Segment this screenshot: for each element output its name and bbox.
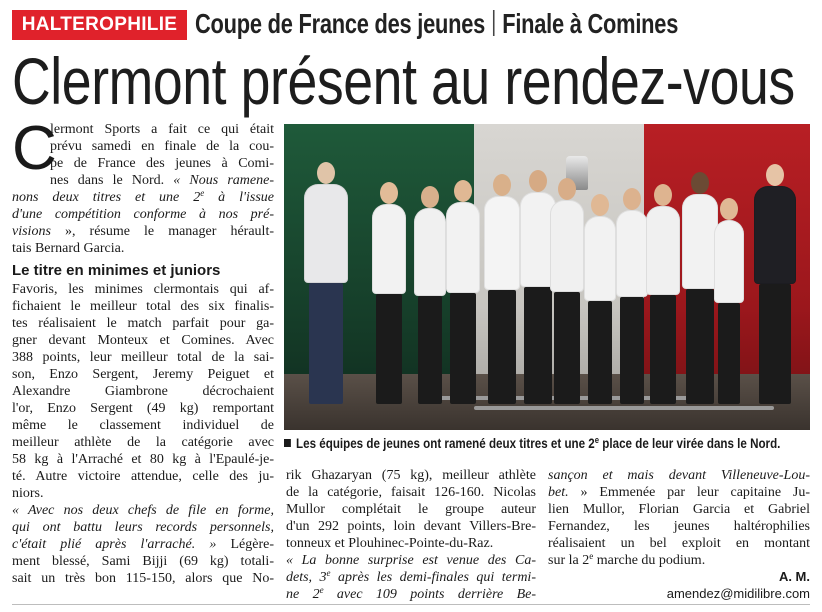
lead-line: pe de France des jeunes à Comi- [50,156,274,171]
article-column-3 [548,467,810,569]
body-line: té. Autre victoire attendue, celle des ju- [12,469,274,484]
athlete-head [623,188,641,210]
photo-caption [284,434,781,454]
body-line: lien Mullor, Florian Garcia et Gabriel [548,502,810,517]
athlete-torso [484,196,520,290]
supra-left: Coupe de France des jeunes [195,8,486,39]
body-line: Mullor complétait le groupe auteur [286,502,536,517]
superscript: e [326,568,331,578]
supra-right: Finale à Comines [502,8,679,39]
lead-line [12,223,274,240]
quote-line [12,502,274,519]
quote-line [286,569,536,586]
quote-text: avec 109 points derrière Be- [323,587,537,602]
athlete-legs [620,297,644,404]
team-photo [284,124,810,430]
body-text: marche du podium. [593,553,706,568]
body-line: Favoris, les minimes clermontais qui af- [12,282,274,297]
athlete-head [421,186,439,208]
headline: Clermont présent au rendez-vous [12,44,795,118]
article-column-1 [12,114,275,587]
drop-cap: C [12,114,57,183]
quote-text: ne 2 [286,587,320,602]
athlete-torso [372,204,406,294]
body-line: gner devant Monteux et Comines. Avec [12,333,274,348]
lead-line [12,206,274,223]
body-line: d'un 292 points, loin devant Villers-Bre- [286,519,536,534]
athlete-figure [682,172,718,404]
lead-quote-text: d'une compétition conforme à nos pré- [12,207,274,222]
body-line: 58 kg à l'Arraché et 80 kg à l'Epaulé-je- [12,452,274,467]
superscript: e [589,551,594,561]
athlete-head [766,164,784,186]
athlete-torso [682,194,718,289]
body-paragraph [12,281,274,502]
body-line: rik Ghazaryan (75 kg), meilleur athlète [286,468,536,483]
author-signature: A. M. [778,569,810,584]
athlete-legs [309,283,342,404]
athlete-head [380,182,398,204]
athlete-head [654,184,672,206]
quote-text: « La bonne surprise est venue des Ca- [286,553,536,568]
body-line: tonneux et Plouhinec-Pointe-du-Raz. [286,536,494,551]
caption-text: place de leur virée dans le Nord. [599,436,781,451]
quote-text: qui ont battu leurs records personnels, [12,520,274,535]
superscript: e [319,585,324,595]
athlete-figure [446,180,480,404]
athlete-figure [484,174,520,404]
body-line: fichaient le meilleur total des six finalis- [12,299,274,314]
athlete-head [317,162,335,184]
quote-text: sançon et mais devant Villeneuve-Lou- [548,468,810,483]
subheading: Le titre en minimes et juniors [12,262,221,279]
athlete-legs [450,293,476,404]
quote-text: « Avec nos deux chefs de file en forme, [12,503,274,518]
bottom-rule [12,604,810,605]
athlete-legs [686,289,713,404]
quote-line [548,467,810,484]
body-text: Légère- [216,537,274,552]
athlete-figure [714,198,744,404]
athlete-figure [372,182,406,404]
body-line: même le classement individuel de [12,418,274,433]
body-line [548,484,810,501]
body-text: sur la 2 [548,553,590,568]
quote-line [286,586,536,603]
lead-line: tais Bernard Garcia. [12,241,125,256]
section-tag: HALTEROPHILIE [12,10,187,40]
athlete-figure [616,188,648,404]
body-line: ment blessé, Sami Bijji (69 kg) totali- [12,554,274,569]
quote-paragraph [12,502,274,587]
quote-text: bet. [548,485,569,500]
athlete-torso [550,200,584,292]
superscript: e [594,435,600,445]
lead-line [12,189,274,206]
athlete-figure [304,162,348,404]
athlete-figure [754,164,796,404]
quote-text: dets, 3 [286,570,327,585]
body-line: 388 points, leur meilleur total de la sai- [12,350,274,365]
athlete-head [691,172,709,194]
quote-text: c'était plié après l'arraché. » [12,537,217,552]
body-line: Fernandez, les jeunes haltérophilies [548,519,810,534]
body-line: son, Enzo Sergent, Jeremy Peiguet et [12,367,274,382]
article-column-2 [286,467,536,603]
athlete-head [591,194,609,216]
lead-line: prévu samedi en finale de la cou- [50,139,274,154]
athlete-legs [524,287,551,404]
quote-line [12,536,274,553]
body-line: niors. [12,486,44,501]
athlete-figure [414,186,446,404]
body-line: l'or, Enzo Sergent (49 kg) remportant [12,401,274,416]
athlete-torso [646,206,680,295]
lead-quote-text: nons deux titres et une 2 [12,190,201,205]
athlete-torso [714,220,744,303]
lead-line: lermont Sports a fait ce qui était [50,122,274,137]
body-line: réalisaient un bel exploit en montant [548,536,810,551]
lead-line-text: nes dans le Nord. [50,173,174,188]
athlete-legs [650,295,676,404]
athlete-head [720,198,738,220]
body-line [548,552,810,569]
lead-quote-text: à l'issue [204,190,275,205]
body-line: tes réalisaient le match parfait pour ga- [12,316,274,331]
athlete-figure [550,178,584,404]
athlete-legs [759,284,791,404]
athlete-head [454,180,472,202]
lead-quote-start: « Nous ramene- [173,173,275,188]
athlete-legs [488,290,515,404]
athlete-head [493,174,511,196]
body-line: meilleur athlète de la catégorie avec [12,435,274,450]
athlete-legs [554,292,580,404]
lead-paragraph [12,114,275,257]
author-email[interactable]: amendez@midilibre.com [666,586,810,601]
quote-line [286,552,536,569]
body-text: » Emmenée par leur capitaine Ju- [568,485,810,500]
athlete-legs [588,301,612,404]
athlete-torso [584,216,616,301]
athlete-legs [376,294,402,404]
lead-line-text: », résume le manager hérault- [50,224,274,239]
athlete-legs [418,296,442,404]
athlete-head [529,170,547,192]
athlete-figure [584,194,616,404]
athlete-torso [446,202,480,293]
caption-text: Les équipes de jeunes ont ramené deux titres et une 2 [296,436,595,451]
athlete-torso [414,208,446,296]
lead-line [12,172,274,189]
supra-separator [493,10,495,36]
body-line: de la catégorie, faisait 126-160. Nicolas [286,485,536,500]
body-line: Alexandre Giambrone décrochaient [12,384,274,399]
athlete-torso [304,184,348,283]
quote-text: après les demi-finales qui termi- [330,570,536,585]
athlete-figure [646,184,680,404]
supra-headline [195,5,678,43]
athlete-torso [754,186,796,284]
athlete-head [558,178,576,200]
caption-square-icon [284,439,291,447]
athlete-legs [718,303,741,404]
athlete-torso [616,210,648,297]
quote-line [12,519,274,536]
superscript: e [200,188,205,198]
lead-quote-text: visions [12,224,51,239]
body-line: sait un très bon 115-150, alors que No- [12,571,274,586]
barbell [474,406,774,410]
